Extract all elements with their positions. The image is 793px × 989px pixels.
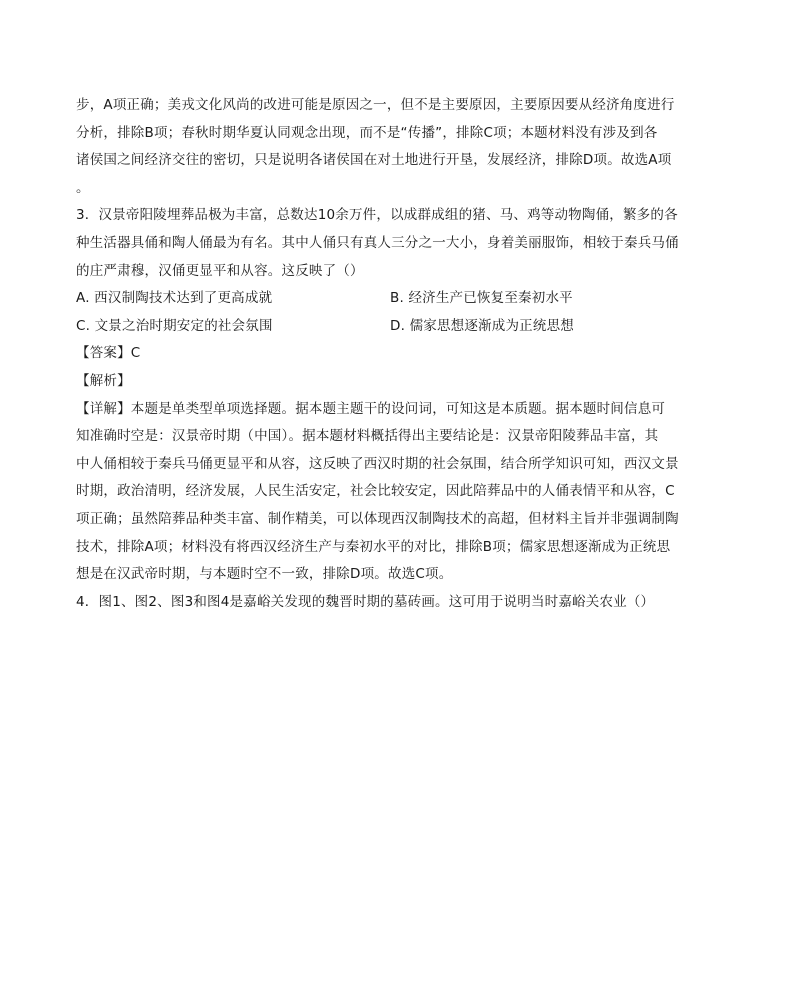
detail-line-7: 想是在汉武帝时期，与本题时空不一致，排除D项。故选C项。 — [76, 566, 453, 583]
question-3-options-row-1 — [76, 285, 716, 313]
option-c: C. 文景之治时期安定的社会氛围 — [76, 317, 273, 334]
prev-explanation-line-4: 。 — [76, 179, 90, 196]
answer-label: 【答案】C — [76, 345, 141, 362]
detail-line-2: 知准确时空是：汉景帝时期（中国）。据本题材料概括得出主要结论是：汉景帝阳陵葬品丰富，其 — [76, 428, 659, 445]
question-3-stem-line-2: 种生活器具俑和陶人俑最为有名。其中人俑只有真人三分之一大小，身着美丽服饰，相较于秦兵马俑 — [76, 234, 679, 251]
option-a: A. 西汉制陶技术达到了更高成就 — [76, 290, 273, 307]
document-content — [76, 92, 716, 616]
detail-line-4: 时期，政治清明，经济发展，人民生活安定，社会比较安定，因此陪葬品中的人俑表情平和从容，C — [76, 483, 675, 500]
detail-line-5: 项正确；虽然陪葬品种类丰富、制作精美，可以体现西汉制陶技术的高超，但材料主旨并非强调制陶 — [76, 510, 679, 527]
question-3-stem-line-3: 的庄严肃穆，汉俑更显平和从容。这反映了（） — [76, 262, 364, 279]
analysis-heading: 【解析】 — [76, 372, 131, 389]
prev-explanation-line-3: 诸侯国之间经济交往的密切，只是说明各诸侯国在对土地进行开垦，发展经济，排除D项。故选A项 — [76, 152, 672, 169]
prev-explanation-line-2: 分析，排除B项；春秋时期华夏认同观念出现，而不是“传播”，排除C项；本题材料没有涉及到各 — [76, 124, 658, 141]
option-d: D. 儒家思想逐渐成为正统思想 — [390, 317, 574, 334]
detail-line-1: 【详解】本题是单类型单项选择题。据本题主题干的设问词，可知这是本质题。据本题时间信息可 — [76, 400, 666, 417]
detail-line-3: 中人俑相较于秦兵马俑更显平和从容，这反映了西汉时期的社会氛围，结合所学知识可知，西汉文景 — [76, 455, 679, 472]
question-3-stem-line-1: 3．汉景帝阳陵埋葬品极为丰富，总数达10余万件，以成群成组的猪、马、鸡等动物陶俑，繁多的各 — [76, 207, 678, 224]
question-3-options-row-2 — [76, 313, 716, 341]
question-4-stem: 4．图1、图2、图3和图4是嘉峪关发现的魏晋时期的墓砖画。这可用于说明当时嘉峪关农业（） — [76, 593, 655, 610]
prev-explanation-line-1: 步，A项正确；美戎文化风尚的改进可能是原因之一，但不是主要原因，主要原因要从经济角度进行 — [76, 97, 675, 113]
option-b: B. 经济生产已恢复至秦初水平 — [390, 290, 573, 307]
detail-line-6: 技术，排除A项；材料没有将西汉经济生产与秦初水平的对比，排除B项；儒家思想逐渐成为正统思 — [76, 538, 671, 555]
